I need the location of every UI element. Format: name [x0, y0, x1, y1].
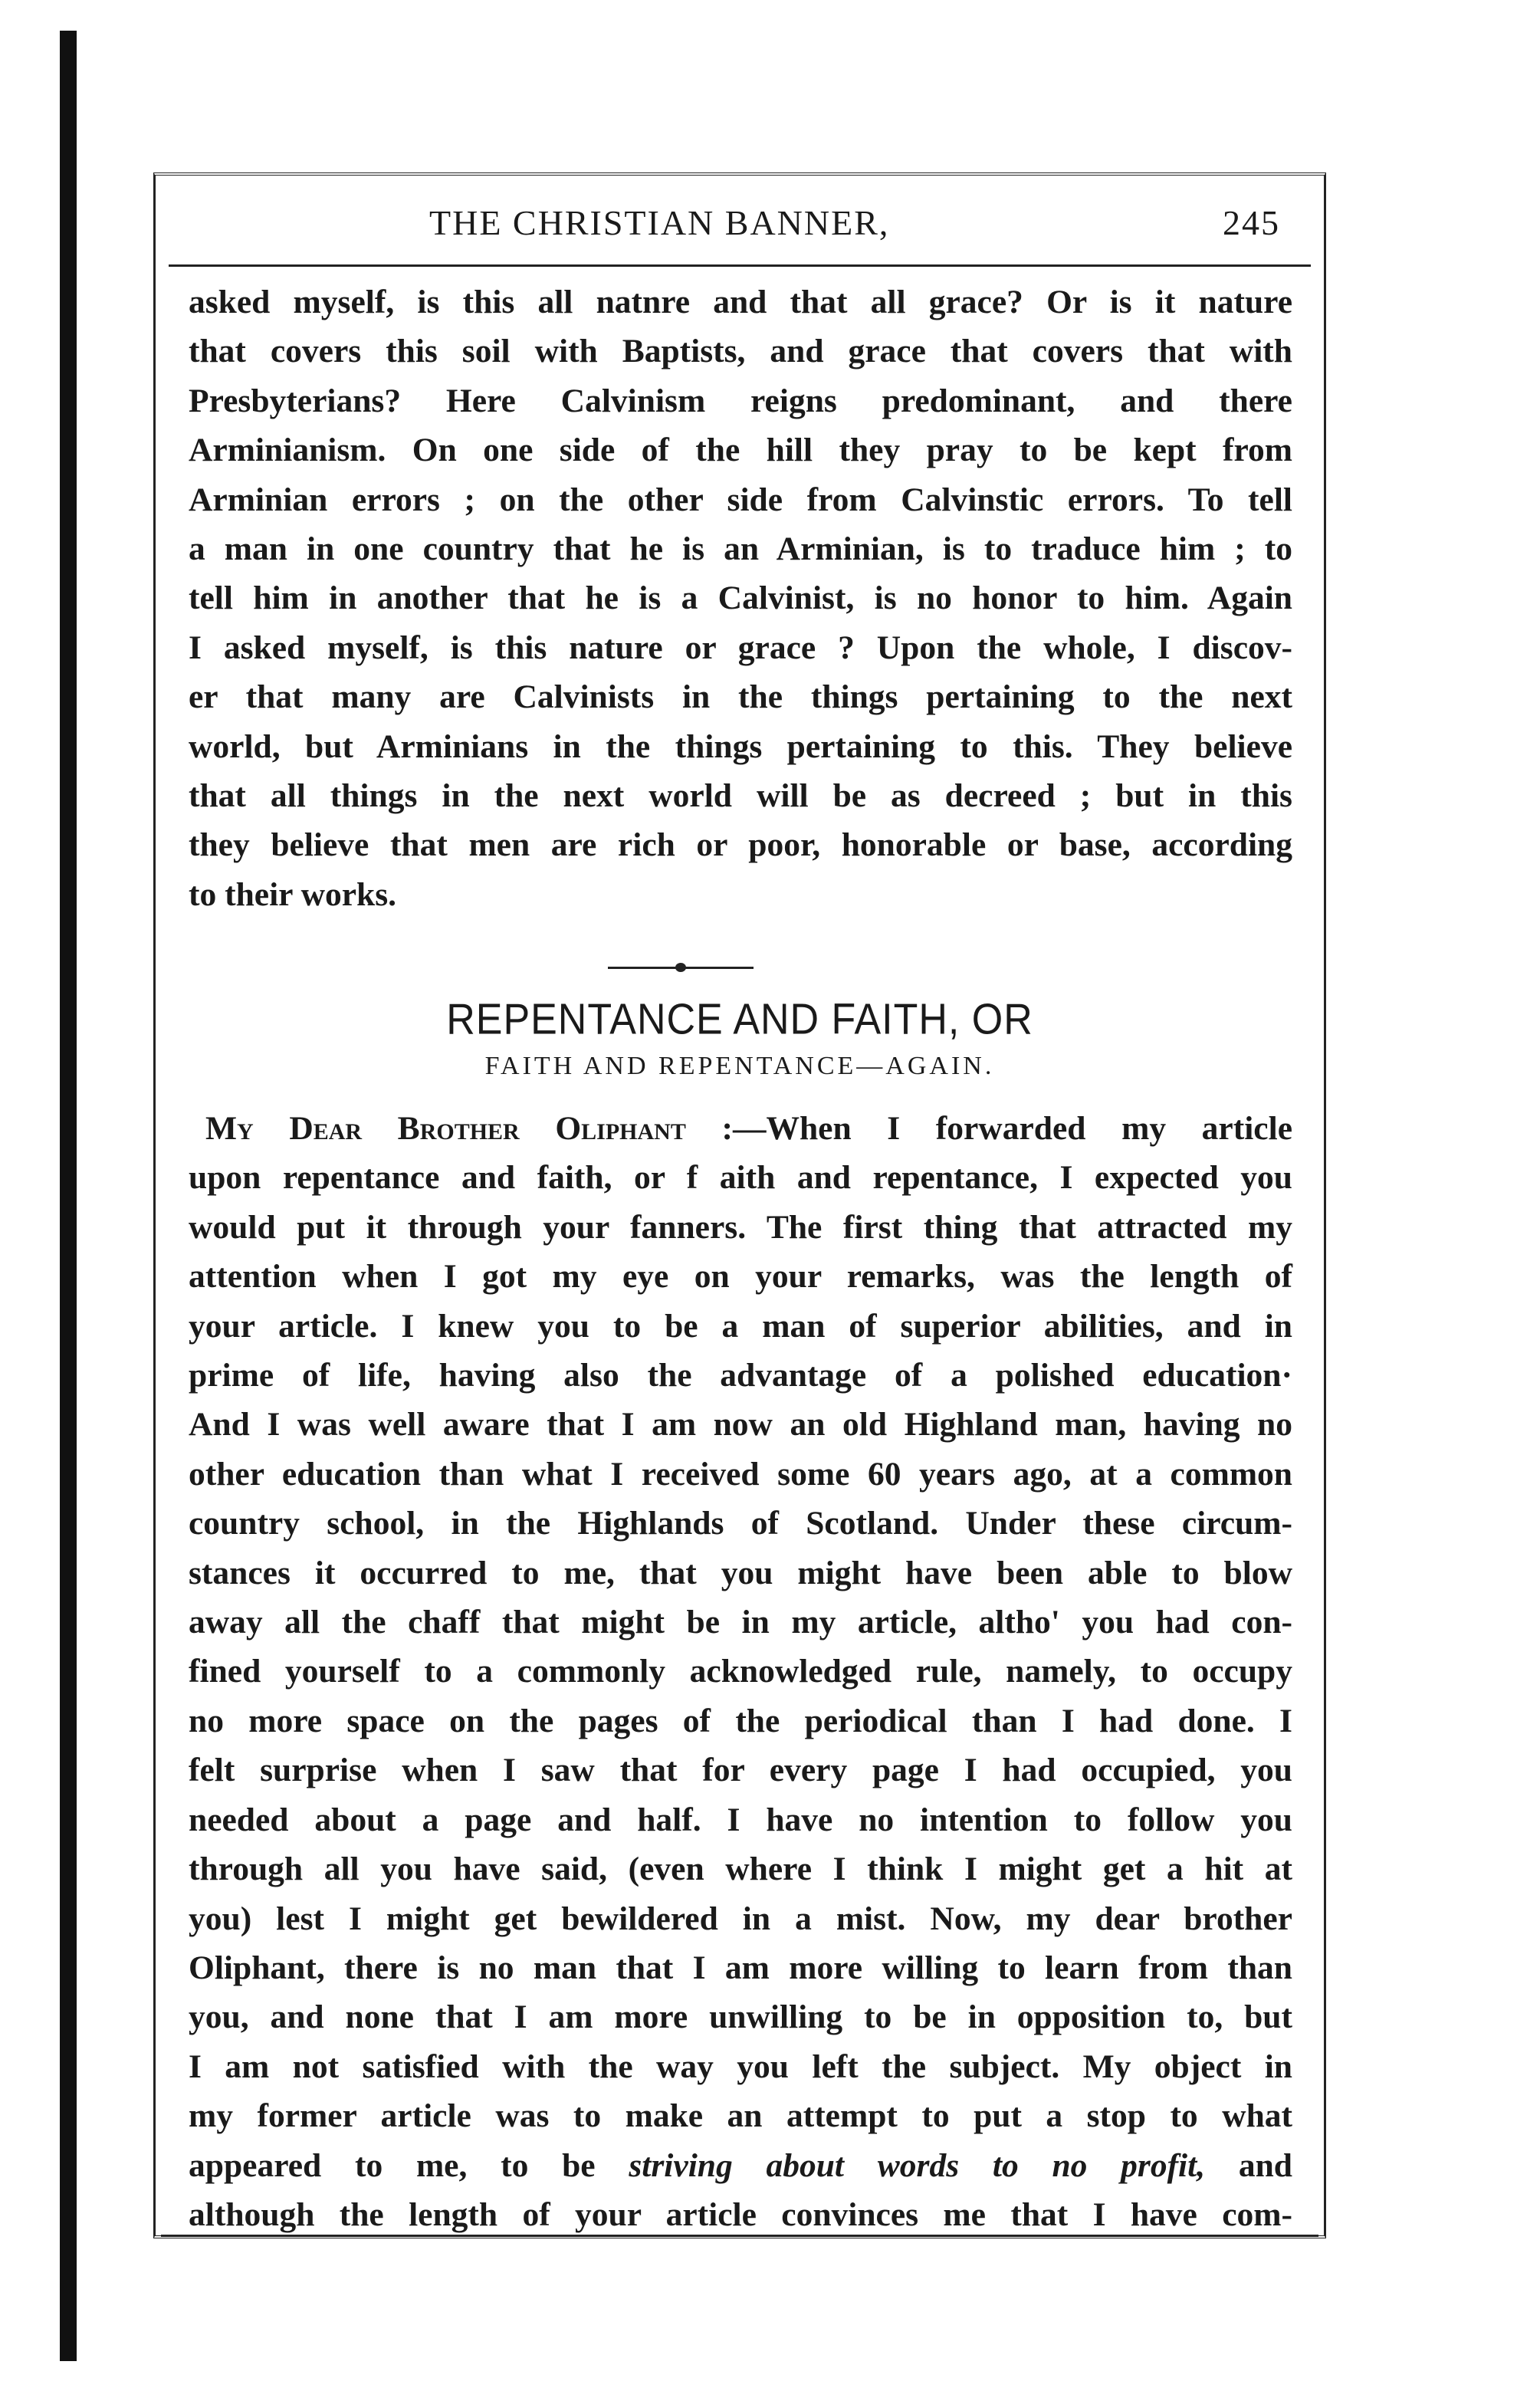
running-header: [169, 192, 1311, 261]
text-line: world, but Arminians in the things pertaining to this. They believe: [189, 727, 1292, 765]
text-line: fined yourself to a commonly acknowledged rule, namely, to occupy: [189, 1653, 1292, 1690]
text-line: prime of life, having also the advantage of a polished education·: [189, 1357, 1292, 1394]
footer-rule: [161, 2235, 1318, 2237]
text-line: asked myself, is this all natnre and that all grace? Or is it nature: [189, 284, 1292, 320]
text-line: would put it through your fanners. The first thing that attracted my: [189, 1208, 1292, 1246]
text-line: your article. I knew you to be a man of superior abilities, and in: [189, 1307, 1292, 1345]
continued-paragraph: [189, 278, 1292, 919]
text-line: that all things in the next world will be as decreed ; but in this: [189, 777, 1292, 815]
article-subtitle: FAITH AND REPENTANCE—AGAIN.: [484, 1052, 995, 1080]
text-line: I am not satisfied with the way you left the subject. My object in: [189, 2048, 1292, 2085]
text-line: needed about a page and half. I have no intention to follow you: [189, 1801, 1292, 1838]
running-title: THE CHRISTIAN BANNER,: [429, 203, 890, 242]
text-line: tell him in another that he is a Calvinist, is no honor to him. Again: [189, 580, 1292, 617]
text-line: country school, in the Highlands of Scotland. Under these circum-: [189, 1505, 1292, 1542]
italic-line-lead: appeared to me, to be: [189, 2146, 629, 2184]
text-line: Presbyterians? Here Calvinism reigns predominant, and there: [189, 382, 1292, 419]
text-line: you, and none that I am more unwilling to be in opposition to, but: [189, 1999, 1292, 2036]
italic-text-line: [189, 2141, 1292, 2190]
text-line: I asked myself, is this nature or grace ? Upon the whole, I discov-: [189, 629, 1292, 666]
text-line: through all you have said, (even where I think I might get a hit at: [189, 1851, 1292, 1888]
text-line: stances it occurred to me, that you might have been able to blow: [189, 1554, 1292, 1591]
text-line: other education than what I received some 60 years ago, at a common: [189, 1455, 1292, 1493]
text-line: no more space on the pages of the periodical than I had done. I: [189, 1702, 1292, 1739]
text-line: a man in one country that he is an Arminian, is to traduce him ; to: [189, 530, 1292, 568]
text-line: they believe that men are rich or poor, honorable or base, according: [189, 826, 1292, 864]
article-title: REPENTANCE AND FAITH, OR: [446, 995, 1033, 1044]
text-line: that covers this soil with Baptists, and grace that covers that with: [189, 333, 1292, 370]
italic-phrase: striving about words to no profit,: [629, 2146, 1206, 2184]
article-body: [189, 1104, 1292, 2239]
text-line: Arminianism. On one side of the hill they pray to be kept from: [189, 432, 1292, 469]
divider-dot-icon: [675, 963, 686, 972]
page-number: 245: [1223, 203, 1280, 242]
text-line: to their works.: [189, 875, 397, 913]
page-binding-edge: [60, 31, 77, 2361]
text-line: attention when I got my eye on your remarks, was the length of: [189, 1258, 1292, 1296]
section-divider-ornament: [608, 962, 754, 973]
italic-line-tail: and: [1205, 2146, 1292, 2184]
text-line: Arminian errors ; on the other side from Calvinstic errors. To tell: [189, 481, 1292, 518]
header-rule: [169, 264, 1311, 267]
salutation: My Dear Brother Oliphant: [205, 1110, 686, 1147]
opening-line-text: :—When I forwarded my article: [721, 1110, 1292, 1147]
text-line: And I was well aware that I am now an old Highland man, having no: [189, 1406, 1292, 1443]
text-line: away all the chaff that might be in my article, altho' you had con-: [189, 1604, 1292, 1641]
opening-line: [189, 1104, 1292, 1153]
text-line: upon repentance and faith, or f aith and repentance, I expected you: [189, 1159, 1292, 1197]
text-line: felt surprise when I saw that for every page I had occupied, you: [189, 1752, 1292, 1789]
text-line: my former article was to make an attempt to put a stop to what: [189, 2097, 1292, 2135]
text-line: you) lest I might get bewildered in a mist. Now, my dear brother: [189, 1900, 1292, 1937]
text-line: although the length of your article convinces me that I have com-: [189, 2196, 1292, 2233]
text-line: Oliphant, there is no man that I am more willing to learn from than: [189, 1949, 1292, 1986]
text-line: er that many are Calvinists in the things pertaining to the next: [189, 678, 1292, 716]
